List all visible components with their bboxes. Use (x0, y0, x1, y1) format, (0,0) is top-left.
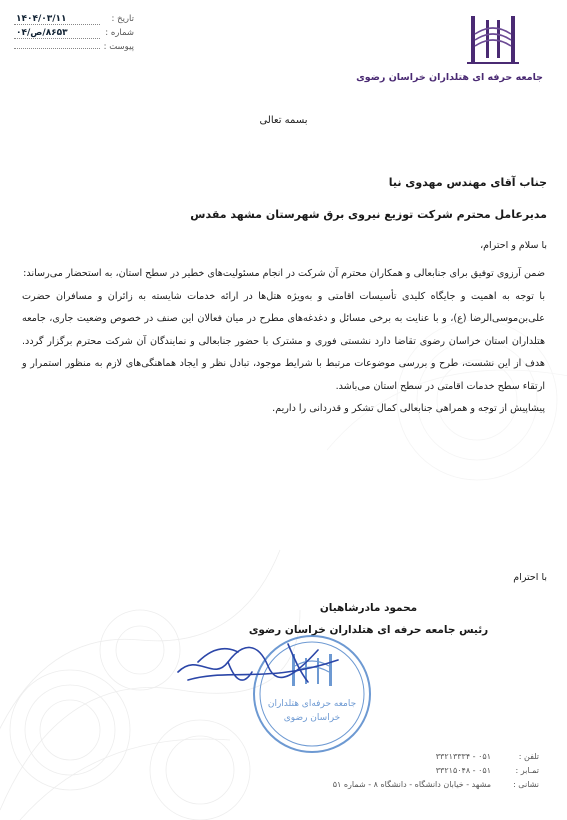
body-paragraph-main: با توجه به اهمیت و جایگاه کلیدی تأسیسات اقامتی و به‌ویژه هتل‌ها در ارائه خدمات شایسته به زائران و مسافران حضرت علی‌بن‌موسی‌الرضا (ع)، و با عنایت به برخی مسائل و دغدغه‌های مطرح در میان فعالان این صنف در خصوص وضعیت جاری، جامعه هتلداران استان خراسان رضوی تقاضا دارد نشستی فوری و مشترک با حضور جنابعالی و نمایندگان آن شرکت محترم برگزار گردد. هدف از این نشست، طرح و بررسی موضوعات مرتبط با شرایط موجود، تبادل نظر و ایجاد هماهنگی‌های لازم به منظور استمرار و ارتقاء سطح خدمات اقامتی در سطح استان می‌باشد. (22, 290, 545, 392)
number-label: شماره : (105, 28, 134, 38)
logo-mark-icon (465, 10, 521, 68)
phone-label: تلفن : (518, 752, 539, 761)
number-value: ۸۶۵۳/ص/۰۴ (14, 28, 100, 39)
closing: با احترام (513, 572, 547, 583)
organization-logo (356, 10, 543, 83)
attachment-label: پیوست : (103, 42, 134, 52)
signer-title: رئیس جامعه حرفه ای هتلداران خراسان رضوی (248, 624, 489, 636)
attachment-value (14, 48, 100, 49)
organization-name: جامعه حرفه ای هتلداران خراسان رضوی (356, 72, 543, 83)
recipient-name: جناب آقای مهندس مهدوی نیا (388, 176, 547, 189)
body-paragraph-thanks: پیشاپیش از توجه و همراهی جنابعالی کمال تشکر و قدردانی را داریم. (272, 403, 545, 414)
recipient-title: مدیرعامل محترم شرکت توزیع نیروی برق شهرستان مشهد مقدس (190, 208, 547, 221)
signer-name: محمود مادرشاهیان (319, 602, 418, 614)
stamp-text-bottom: خراسان رضوی (283, 713, 341, 723)
fax-row (333, 764, 539, 778)
letter-meta (14, 14, 134, 56)
attachment-row (14, 42, 134, 56)
fax-label: تمـابر : (515, 766, 539, 775)
fax-value: ۰۵۱ - ۳۳۲۱۵۰۴۸ (435, 766, 491, 775)
address-label: نشانی : (513, 780, 539, 789)
address-value: مشهد - خیابان دانشگاه - دانشگاه ۸ - شماره ۵۱ (332, 780, 491, 789)
date-row (14, 14, 134, 28)
address-row (333, 778, 539, 792)
number-row (14, 28, 134, 42)
phone-value: ۰۵۱ - ۳۳۲۱۳۳۳۴ (435, 752, 491, 761)
letter-footer (333, 750, 539, 792)
basmala: بسمه تعالی (259, 115, 308, 126)
date-label: تاریخ : (111, 14, 134, 24)
greeting: با سلام و احترام، (480, 240, 547, 251)
date-value: ۱۴۰۴/۰۳/۱۱ (14, 14, 100, 25)
handwritten-signature (168, 632, 358, 694)
stamp-text-top: جامعه حرفه‌ای هتلداران (267, 699, 357, 709)
body-paragraph-intro: ضمن آرزوی توفیق برای جنابعالی و همکاران محترم آن شرکت در انجام مسئولیت‌های خطیر در سطح استان، به استحضار می‌رساند: (23, 268, 545, 279)
letter-body (22, 263, 545, 421)
phone-row (333, 750, 539, 764)
